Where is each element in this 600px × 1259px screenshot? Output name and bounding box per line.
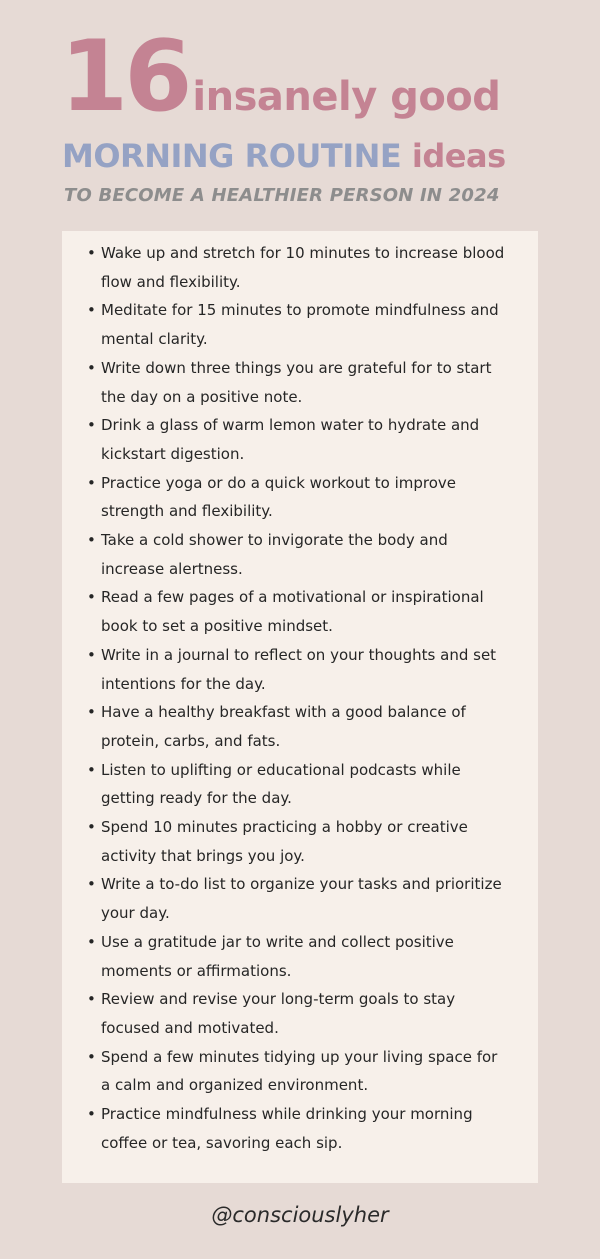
title-morning-routine: MORNING ROUTINE [62,137,402,175]
list-item [62,239,538,296]
author-handle: @consciouslyher [211,1203,389,1227]
list-item-text: Review and revise your long-term goals to stay focused and motivated. [101,990,456,1037]
list-item-text: Take a cold shower to invigorate the body and increase alertness. [101,531,448,578]
list-item [62,1043,538,1100]
title-number: 16 [60,20,189,134]
list-item [62,756,538,813]
bullet-icon: • [87,932,96,951]
title-line-2 [62,136,506,176]
list-item-text: Write down three things you are grateful for to start the day on a positive note. [101,358,492,406]
bullet-icon: • [87,358,96,377]
bullet-icon: • [87,818,96,837]
list-item [62,1100,538,1157]
title-ideas: ideas [411,137,506,175]
title-text: insanely good [192,74,501,120]
bullet-icon: • [87,301,96,320]
bullet-icon: • [87,703,96,722]
list-item-text: Practice yoga or do a quick workout to improve strength and flexibility. [101,473,456,521]
bullet-icon: • [87,588,96,607]
header [0,0,600,230]
list-item-text: Spend 10 minutes practicing a hobby or creative activity that brings you joy. [101,818,468,865]
list-item-text: Meditate for 15 minutes to promote mindfulness and mental clarity. [101,301,499,349]
list-item-text: Drink a glass of warm lemon water to hydrate and kickstart digestion. [101,416,480,463]
list-item [62,928,538,985]
list-item-text: Spend a few minutes tidying up your living space for a calm and organized environment. [101,1047,498,1095]
list-item-text: Have a healthy breakfast with a good balance of protein, carbs, and fats. [101,703,466,750]
title-line-1 [60,20,501,134]
bullet-icon: • [87,531,96,550]
list-item-text: Use a gratitude jar to write and collect positive moments or affirmations. [101,932,454,980]
list-item [62,870,538,927]
list-item [62,583,538,640]
list-item [62,698,538,755]
bullet-icon: • [87,1105,96,1124]
list-item [62,296,538,353]
list-item-text: Read a few pages of a motivational or inspirational book to set a positive mindset. [101,588,484,636]
bullet-icon: • [87,645,96,664]
list-item [62,411,538,468]
list-item [62,641,538,698]
routine-card [62,231,538,1183]
routine-list [62,231,538,1158]
subtitle: TO BECOME A HEALTHIER PERSON IN 2024 [64,185,500,206]
bullet-icon: • [87,760,96,779]
list-item-text: Wake up and stretch for 10 minutes to increase blood flow and flexibility. [101,244,505,291]
bullet-icon: • [87,1047,96,1066]
list-item [62,526,538,583]
list-item [62,469,538,526]
list-item-text: Write a to-do list to organize your tasks and prioritize your day. [101,875,502,923]
list-item-text: Practice mindfulness while drinking your morning coffee or tea, savoring each sip. [101,1105,473,1152]
bullet-icon: • [87,416,96,435]
bullet-icon: • [87,244,96,262]
list-item-text: Write in a journal to reflect on your thoughts and set intentions for the day. [101,645,497,693]
list-item [62,354,538,411]
list-item-text: Listen to uplifting or educational podcasts while getting ready for the day. [101,760,461,808]
list-item [62,813,538,870]
bullet-icon: • [87,875,96,894]
bullet-icon: • [87,473,96,492]
list-item [62,985,538,1042]
bullet-icon: • [87,990,96,1009]
